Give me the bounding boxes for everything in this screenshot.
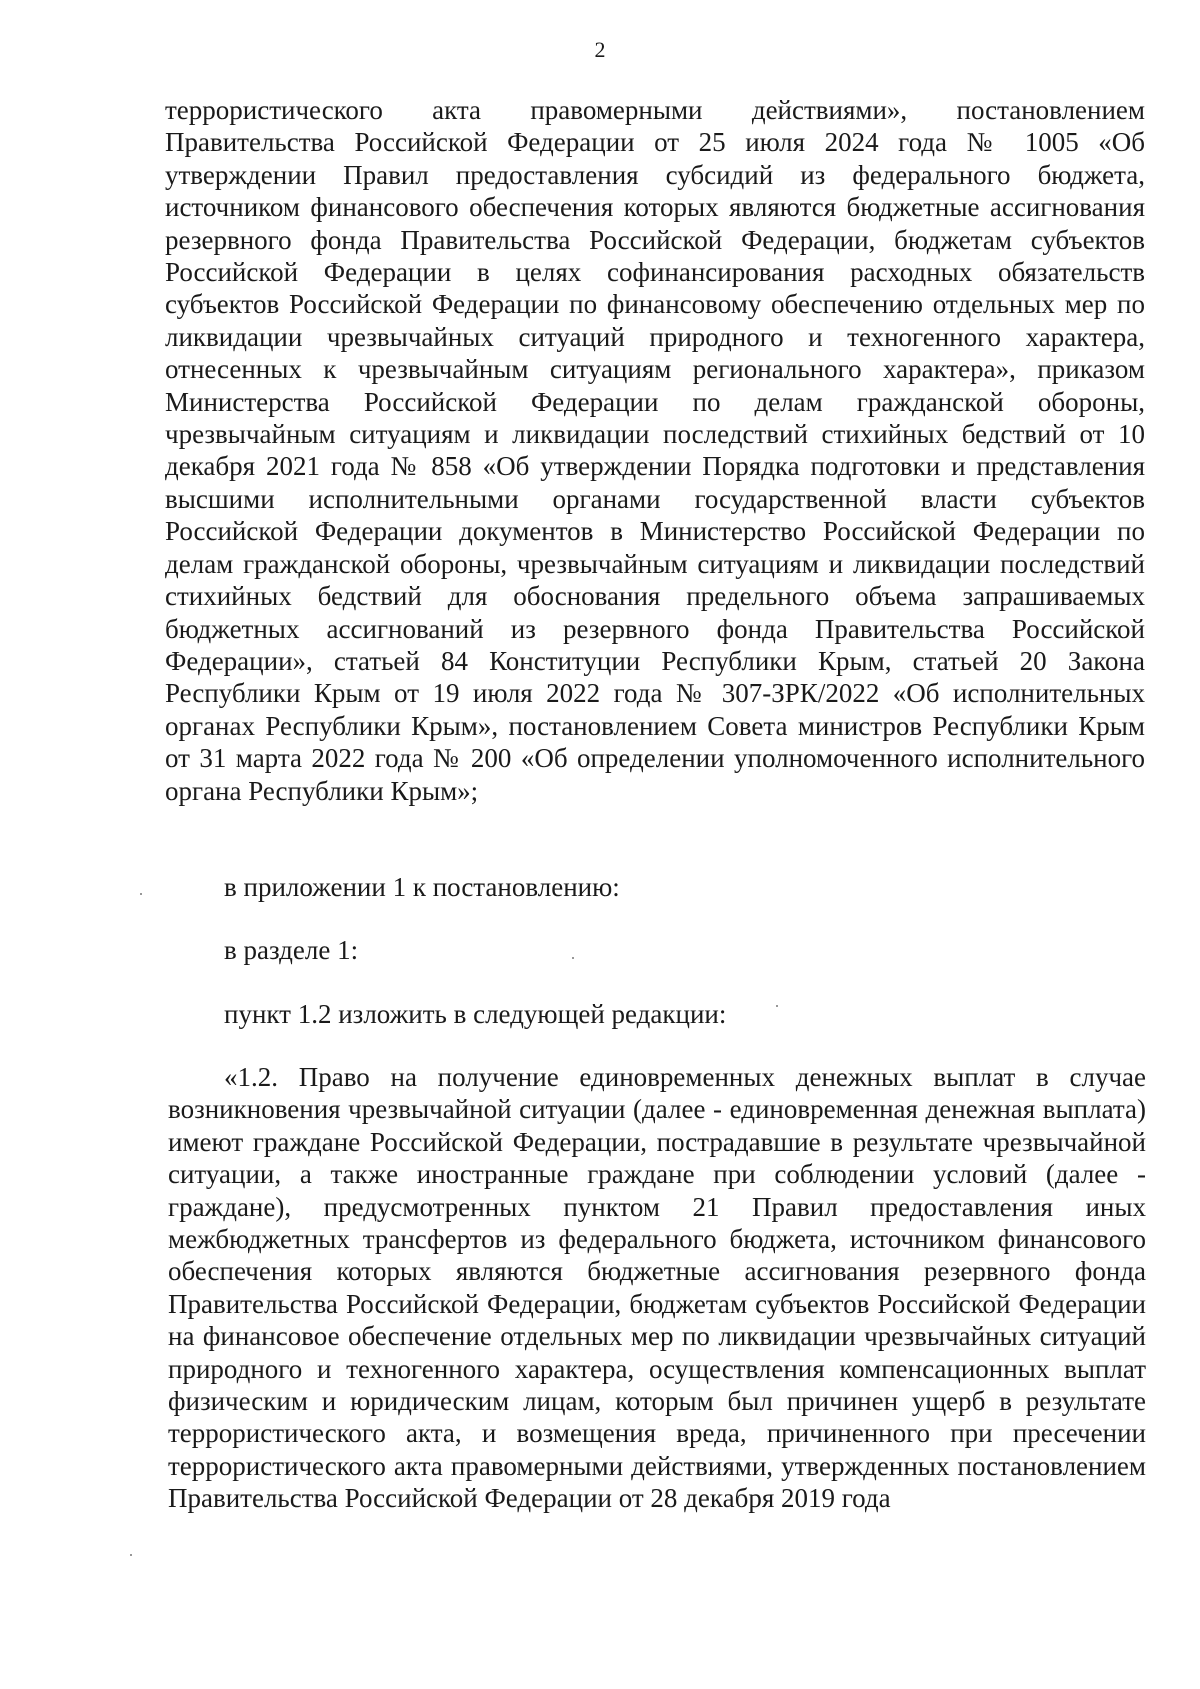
paragraph-clause-instruction: пункт 1.2 изложить в следующей редакции: xyxy=(224,999,727,1029)
page-number: 2 xyxy=(594,37,606,62)
paragraph-clause-1-2: «1.2. Право на получение единовременных денежных выплат в случае возникновения чрезвычайной ситуации (далее - единовременная денежная выплата) имеют граждане Российской Федерации, пострадавшие в результате чрезвычайной ситуации, а также иностранные граждане при соблюдении условий (далее - граждане), предусмотренных пунктом 21 Правил предоставления иных межбюджетных трансфертов из федерального бюджета, источником финансового обеспечения которых являются бюджетные ассигнования резервного фонда Правительства Российской Федерации, бюджетам субъектов Российской Федерации на финансовое обеспечение отдельных мер по ликвидации чрезвычайных ситуаций природного и техногенного характера, осуществления компенсационных выплат физическим и юридическим лицам, которым был причинен ущерб в результате террористического акта, и возмещения вреда, причиненного при пресечении террористического акта правомерными действиями, утвержденных постановлением Правительства Российской Федерации от 28 декабря 2019 года xyxy=(168,1062,1146,1514)
paragraph-section: в разделе 1: xyxy=(224,935,359,965)
paragraph-appendix: в приложении 1 к постановлению: xyxy=(224,872,620,902)
scan-speck xyxy=(130,1554,132,1556)
scan-speck xyxy=(776,1005,778,1007)
paragraph-legal-basis: террористического акта правомерными действиями», постановлением Правительства Российской Федерации от 25 июля 2024 года № 1005 «Об утверждении Правил предоставления субсидий из федерального бюджета, источником финансового обеспечения которых являются бюджетные ассигнования резервного фонда Правительства Российской Федерации, бюджетам субъектов Российской Федерации в целях софинансирования расходных обязательств субъектов Российской Федерации по финансовому обеспечению отдельных мер по ликвидации чрезвычайных ситуаций природного и техногенного характера, отнесенных к чрезвычайным ситуациям регионального характера», приказом Министерства Российской Федерации по делам гражданской обороны, чрезвычайным ситуациям и ликвидации последствий стихийных бедствий от 10 декабря 2021 года № 858 «Об утверждении Порядка подготовки и представления высшими исполнительными органами государственной власти субъектов Российской Федерации документов в Министерство Российской Федерации по делам гражданской обороны, чрезвычайным ситуациям и ликвидации последствий стихийных бедствий для обоснования предельного объема запрашиваемых бюджетных ассигнований из резервного фонда Правительства Российской Федерации», статьей 84 Конституции Республики Крым, статьей 20 Закона Республики Крым от 19 июля 2022 года № 307-ЗРК/2022 «Об исполнительных органах Республики Крым», постановлением Совета министров Республики Крым от 31 марта 2022 года № 200 «Об определении уполномоченного исполнительного органа Республики Крым»; xyxy=(165,95,1145,806)
scan-speck xyxy=(572,957,574,959)
scan-speck xyxy=(140,893,142,895)
